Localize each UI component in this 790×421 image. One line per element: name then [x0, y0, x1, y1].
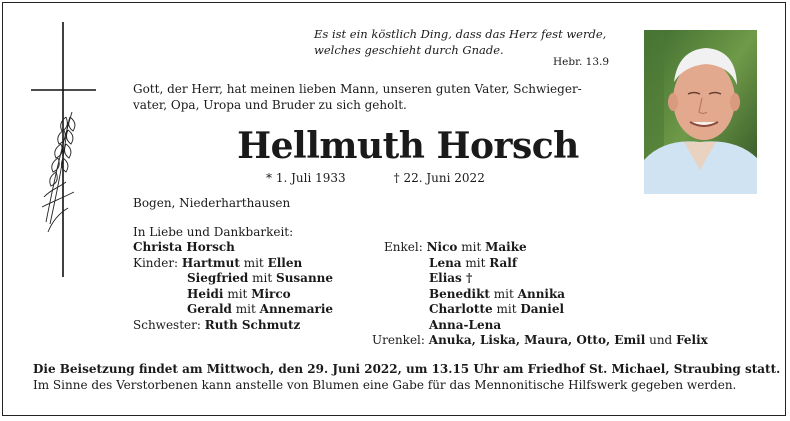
grandchild-name: Lena: [429, 255, 462, 270]
list-item: [133, 271, 333, 287]
connector: mit: [235, 302, 256, 316]
birth-date: * 1. Juli 1933: [266, 171, 346, 185]
list-item: [133, 302, 333, 318]
partner-name: Mirco: [251, 286, 291, 301]
child-name: Hartmut: [181, 255, 240, 270]
grandchildren-label: Enkel:: [384, 240, 423, 254]
partner-name: Maike: [485, 240, 527, 254]
intro-line-1: Gott, der Herr, hat meinen lieben Mann, unseren guten Vater, Schwieger-: [133, 82, 582, 96]
list-item: [133, 318, 333, 334]
list-item: [384, 256, 708, 272]
connector: mit: [461, 240, 482, 254]
connector: und: [649, 333, 673, 347]
connector: mit: [465, 255, 486, 270]
thanks-line: In Liebe und Dankbarkeit:: [133, 225, 294, 239]
intro-text: [133, 81, 582, 113]
grandchild-name: Charlotte: [429, 302, 493, 316]
partner-name: Susanne: [276, 271, 334, 285]
portrait-photo: [644, 30, 757, 194]
quote-line-2: welches geschieht durch Gnade.: [314, 43, 504, 57]
bible-quote: [314, 26, 606, 58]
grandchild-name: Nico: [426, 240, 458, 254]
family-right-column: [372, 240, 708, 349]
partner-name: Ralf: [489, 255, 518, 270]
partner-name: Daniel: [520, 302, 565, 316]
great-grandchild-last: Felix: [676, 333, 708, 347]
intro-line-2: vater, Opa, Uropa und Bruder zu sich geholt.: [133, 98, 407, 112]
grandchild-name: Benedikt: [429, 286, 490, 301]
burial-notice: Die Beisetzung findet am Mittwoch, den 29. Juni 2022, um 13.15 Uhr am Friedhof St. Michael, Straubing statt.: [33, 362, 781, 376]
partner-name: Ellen: [267, 255, 303, 270]
list-item: [384, 240, 708, 256]
donation-note: Im Sinne des Verstorbenen kann anstelle von Blumen eine Gabe für das Mennonitische Hilfswerk gegeben werden.: [33, 378, 737, 392]
list-item: [372, 333, 708, 349]
child-name: Siegfried: [187, 271, 249, 285]
grandchild-name: Anna-Lena: [429, 317, 502, 332]
place-of-residence: Bogen, Niederharthausen: [133, 196, 291, 210]
partner-name: Annemarie: [259, 302, 334, 316]
deceased-name: Hellmuth Horsch: [237, 125, 579, 167]
child-name: Heidi: [187, 286, 224, 301]
sister-name: Ruth Schmutz: [204, 317, 301, 332]
death-date: † 22. Juni 2022: [393, 171, 485, 185]
list-item: [384, 287, 708, 303]
children-label: Kinder:: [133, 255, 179, 270]
life-dates: [266, 171, 485, 185]
sister-label: Schwester:: [133, 317, 201, 332]
partner-name: Annika: [517, 286, 566, 301]
family-left-column: [133, 240, 333, 333]
list-item: [384, 302, 708, 318]
quote-reference: Hebr. 13.9: [553, 56, 610, 68]
connector: mit: [252, 271, 273, 285]
spouse-name: Christa Horsch: [133, 240, 235, 254]
list-item: [133, 256, 333, 272]
list-item: [384, 318, 708, 334]
connector: mit: [493, 286, 514, 301]
connector: mit: [496, 302, 517, 316]
connector: mit: [227, 286, 248, 301]
list-item: [133, 287, 333, 303]
grandchild-name: Elias †: [429, 271, 473, 285]
great-grandchildren-label: Urenkel:: [372, 333, 425, 347]
quote-line-1: Es ist ein köstlich Ding, dass das Herz fest werde,: [314, 27, 607, 41]
connector: mit: [243, 255, 264, 270]
list-item: [384, 271, 708, 287]
great-grandchildren-names: Anuka, Liska, Maura, Otto, Emil: [428, 333, 646, 347]
child-name: Gerald: [187, 302, 232, 316]
